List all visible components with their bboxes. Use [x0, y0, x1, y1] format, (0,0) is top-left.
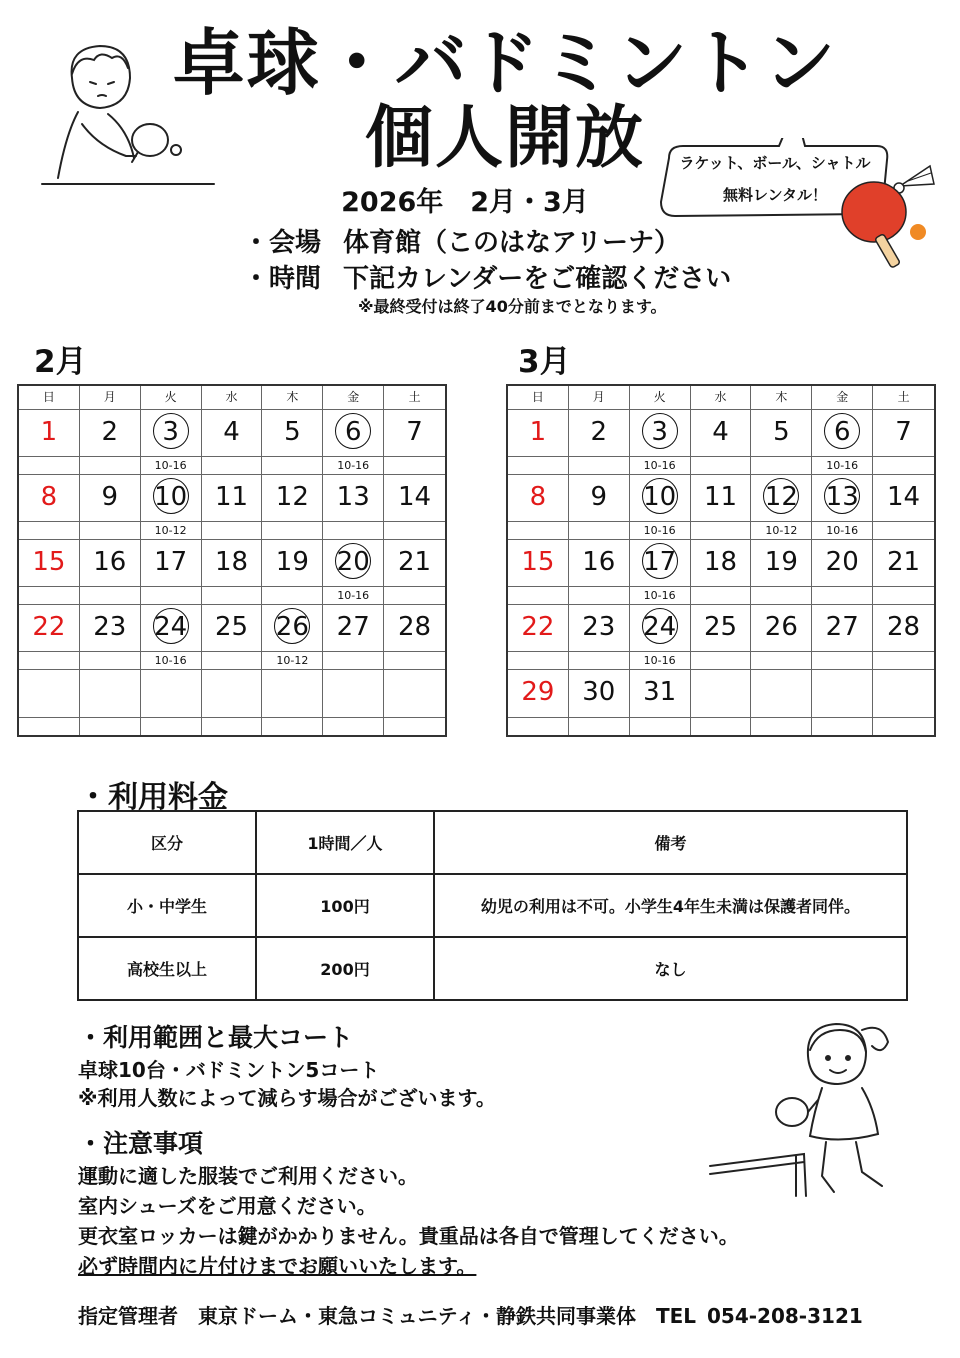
- day-number: 27: [336, 612, 370, 642]
- day-number: 13: [825, 482, 859, 512]
- calendar-day-cell: [630, 670, 691, 735]
- open-hours: [262, 456, 322, 474]
- calendar-day-cell: [630, 540, 691, 605]
- day-number: 4: [223, 417, 240, 447]
- fee-cell: 高校生以上: [78, 937, 256, 1000]
- open-day-circle: [335, 543, 371, 579]
- open-day-circle: [642, 478, 678, 514]
- day-number: 22: [32, 612, 66, 642]
- weekday-header: 金: [812, 386, 873, 410]
- time-line: [243, 258, 731, 295]
- weekday-header: 日: [508, 386, 569, 410]
- open-hours: [873, 717, 934, 735]
- fee-cell: 100円: [256, 874, 434, 937]
- calendar-day-cell: [80, 475, 141, 540]
- table-row: [78, 874, 907, 937]
- open-hours: 10-16: [141, 456, 201, 474]
- time-value: 下記カレンダーをご確認ください: [343, 264, 732, 294]
- open-hours: 10-12: [262, 651, 322, 669]
- open-hours: [384, 651, 445, 669]
- open-hours: [751, 586, 811, 604]
- paddle-icon: [838, 160, 938, 272]
- day-number: [691, 673, 751, 711]
- fee-header-category: 区分: [78, 811, 256, 874]
- weekday-header: 木: [751, 386, 812, 410]
- fee-cell: 幼児の利用は不可。小学生4年生未満は保護者同伴。: [434, 874, 907, 937]
- day-number: 26: [275, 612, 309, 642]
- open-hours: [384, 456, 445, 474]
- calendar-day-cell: [873, 410, 934, 475]
- day-number: 21: [398, 547, 432, 577]
- calendar-day-cell: [691, 475, 752, 540]
- calendar-day-cell: [141, 670, 202, 735]
- calendar-day-cell: [569, 605, 630, 670]
- weekday-header: 日: [19, 386, 80, 410]
- calendar-day-cell: [323, 605, 384, 670]
- day-number: 2: [590, 417, 608, 447]
- day-number: 19: [275, 547, 309, 577]
- open-hours: 10-16: [812, 456, 872, 474]
- open-hours: [630, 717, 690, 735]
- day-number: 22: [521, 612, 555, 642]
- calendar-day-cell: [141, 605, 202, 670]
- open-hours: [812, 651, 872, 669]
- day-number: 18: [703, 547, 738, 577]
- boy-player-illustration: [38, 38, 218, 188]
- bubble-line1: ラケット、ボール、シャトル: [679, 154, 871, 172]
- open-hours: [262, 521, 322, 539]
- calendar-day-cell: [508, 410, 569, 475]
- range-line2: ※利用人数によって減らす場合がございます。: [78, 1086, 496, 1110]
- calendar-day-cell: [262, 540, 323, 605]
- open-hours: [384, 521, 445, 539]
- calendar-day-cell: [19, 410, 80, 475]
- open-hours: [202, 717, 262, 735]
- calendar-mar-title: 3月: [518, 344, 571, 380]
- day-number: 30: [582, 677, 616, 707]
- calendar-day-cell: [812, 540, 873, 605]
- calendar-day-cell: [80, 605, 141, 670]
- open-hours: [202, 651, 262, 669]
- day-number: 15: [32, 547, 66, 577]
- calendar-day-cell: [323, 540, 384, 605]
- fee-header-row: [78, 811, 907, 874]
- calendar-day-cell: [141, 540, 202, 605]
- venue-label: ・会場: [243, 228, 322, 258]
- day-number: 5: [284, 417, 301, 447]
- footer-operator: 指定管理者 東京ドーム・東急コミュニティ・静鉄共同事業体 TEL 054-208-3121: [78, 1304, 863, 1328]
- calendar-day-cell: [751, 670, 812, 735]
- day-number: [812, 673, 872, 711]
- open-hours: 10-16: [812, 521, 872, 539]
- calendar-day-cell: [19, 540, 80, 605]
- day-number: 31: [643, 677, 677, 707]
- notes-line: 更衣室ロッカーは鍵がかかりません。貴重品は各自で管理してください。: [78, 1224, 739, 1248]
- calendar-day-cell: [812, 475, 873, 540]
- calendar-day-cell: [873, 540, 934, 605]
- open-hours: [569, 521, 629, 539]
- open-day-circle: [642, 413, 678, 449]
- calendar-day-cell: [508, 605, 569, 670]
- day-number: 21: [887, 547, 921, 577]
- open-hours: [569, 651, 629, 669]
- open-hours: [873, 456, 934, 474]
- day-number: 23: [93, 612, 127, 642]
- calendar-day-cell: [630, 605, 691, 670]
- day-number: 15: [521, 547, 555, 577]
- calendar-day-cell: [202, 605, 263, 670]
- calendar-day-cell: [508, 670, 569, 735]
- weekday-header: 土: [384, 386, 445, 410]
- calendar-day-cell: [384, 670, 445, 735]
- day-number: 28: [887, 612, 921, 642]
- open-hours: [80, 456, 140, 474]
- calendar-february: [17, 384, 447, 737]
- open-day-circle: [824, 413, 860, 449]
- open-hours: [691, 651, 751, 669]
- day-number: [873, 673, 934, 711]
- fee-cell: なし: [434, 937, 907, 1000]
- calendar-day-cell: [262, 670, 323, 735]
- weekday-header: 木: [262, 386, 323, 410]
- calendar-day-cell: [569, 410, 630, 475]
- open-hours: [569, 717, 629, 735]
- open-hours: [508, 456, 568, 474]
- calendar-day-cell: [323, 670, 384, 735]
- day-number: 12: [275, 482, 309, 512]
- day-number: [323, 673, 383, 711]
- day-number: [751, 673, 811, 711]
- table-row: [78, 937, 907, 1000]
- calendar-day-cell: [19, 475, 80, 540]
- calendar-day-cell: [80, 410, 141, 475]
- open-day-circle: [642, 608, 678, 644]
- open-hours: [141, 586, 201, 604]
- open-hours: [19, 521, 79, 539]
- shuttlecock-icon: [894, 166, 934, 193]
- open-hours: [508, 717, 568, 735]
- open-hours: [751, 456, 811, 474]
- calendar-march: [506, 384, 936, 737]
- calendar-day-cell: [569, 540, 630, 605]
- open-hours: [751, 651, 811, 669]
- day-number: 16: [582, 547, 616, 577]
- calendar-day-cell: [691, 540, 752, 605]
- open-hours: [812, 586, 872, 604]
- open-day-circle: [153, 413, 189, 449]
- open-hours: [691, 521, 751, 539]
- open-hours: 10-12: [751, 521, 811, 539]
- open-hours: [262, 586, 322, 604]
- open-hours: [508, 651, 568, 669]
- calendar-day-cell: [202, 670, 263, 735]
- calendar-day-cell: [873, 475, 934, 540]
- calendar-day-cell: [323, 410, 384, 475]
- open-hours: [323, 651, 383, 669]
- calendar-day-cell: [751, 605, 812, 670]
- open-hours: 10-16: [630, 521, 690, 539]
- months-heading: 2026年 2月・3月: [341, 187, 589, 218]
- open-hours: [141, 717, 201, 735]
- day-number: 19: [764, 547, 798, 577]
- day-number: 25: [703, 612, 738, 642]
- day-number: 26: [764, 612, 798, 642]
- day-number: 3: [162, 417, 179, 447]
- open-day-circle: [824, 478, 860, 514]
- day-number: [19, 673, 79, 711]
- day-number: 11: [703, 482, 738, 512]
- day-number: 11: [214, 482, 249, 512]
- calendar-day-cell: [569, 670, 630, 735]
- day-number: 7: [895, 417, 912, 447]
- day-number: 1: [40, 417, 58, 447]
- day-number: 9: [101, 482, 119, 512]
- day-number: 13: [336, 482, 370, 512]
- calendar-feb-title: 2月: [34, 344, 87, 380]
- day-number: 8: [529, 482, 547, 512]
- fee-header-remarks: 備考: [434, 811, 907, 874]
- calendar-day-cell: [384, 540, 445, 605]
- open-day-circle: [153, 478, 189, 514]
- day-number: 6: [833, 417, 851, 447]
- calendar-day-cell: [751, 540, 812, 605]
- day-number: 25: [214, 612, 249, 642]
- girl-player-illustration: [706, 1016, 902, 1206]
- calendar-day-cell: [691, 410, 752, 475]
- open-hours: [691, 456, 751, 474]
- calendar-day-cell: [202, 540, 263, 605]
- day-number: 4: [712, 417, 729, 447]
- day-number: 6: [344, 417, 362, 447]
- calendar-day-cell: [508, 475, 569, 540]
- calendar-day-cell: [630, 475, 691, 540]
- calendar-day-cell: [262, 475, 323, 540]
- calendar-day-cell: [873, 605, 934, 670]
- open-hours: 10-16: [630, 651, 690, 669]
- calendar-day-cell: [812, 670, 873, 735]
- calendar-day-cell: [262, 605, 323, 670]
- weekday-header: 土: [873, 386, 934, 410]
- day-number: 29: [521, 677, 555, 707]
- time-label: ・時間: [243, 264, 322, 294]
- day-number: 5: [773, 417, 790, 447]
- open-hours: [80, 586, 140, 604]
- day-number: 18: [214, 547, 249, 577]
- calendar-day-cell: [691, 605, 752, 670]
- calendar-day-cell: [19, 605, 80, 670]
- open-hours: [569, 456, 629, 474]
- calendar-day-cell: [751, 410, 812, 475]
- day-number: 24: [643, 612, 677, 642]
- weekday-header: 火: [141, 386, 202, 410]
- calendar-day-cell: [141, 410, 202, 475]
- calendar-day-cell: [141, 475, 202, 540]
- open-hours: [569, 586, 629, 604]
- calendar-day-cell: [691, 670, 752, 735]
- open-hours: [691, 586, 751, 604]
- open-hours: 10-16: [630, 456, 690, 474]
- weekday-header: 月: [80, 386, 141, 410]
- open-hours: [19, 456, 79, 474]
- day-number: 1: [529, 417, 547, 447]
- open-hours: [323, 521, 383, 539]
- open-day-circle: [335, 413, 371, 449]
- weekday-header: 水: [691, 386, 752, 410]
- day-number: 2: [101, 417, 119, 447]
- range-line1: 卓球10台・バドミントン5コート: [78, 1058, 380, 1082]
- fee-cell: 小・中学生: [78, 874, 256, 937]
- day-number: 14: [887, 482, 921, 512]
- calendar-day-cell: [384, 475, 445, 540]
- open-hours: [262, 717, 322, 735]
- open-hours: 10-16: [323, 586, 383, 604]
- calendar-day-cell: [202, 410, 263, 475]
- open-hours: 10-16: [141, 651, 201, 669]
- open-hours: [19, 586, 79, 604]
- venue-value: 体育館（このはなアリーナ）: [343, 228, 680, 258]
- day-number: 10: [154, 482, 188, 512]
- calendar-day-cell: [80, 670, 141, 735]
- day-number: 24: [154, 612, 188, 642]
- calendar-day-cell: [812, 605, 873, 670]
- calendar-day-cell: [569, 475, 630, 540]
- fee-table: [77, 810, 908, 1001]
- bubble-line2: 無料レンタル！: [722, 186, 828, 204]
- day-number: [80, 673, 140, 711]
- day-number: 27: [825, 612, 859, 642]
- open-hours: [508, 586, 568, 604]
- calendar-day-cell: [80, 540, 141, 605]
- title-line2: 個人開放: [364, 99, 645, 178]
- fee-header-price: 1時間／人: [256, 811, 434, 874]
- range-section-title: ・利用範囲と最大コート: [78, 1023, 354, 1052]
- open-hours: [384, 717, 445, 735]
- open-hours: [80, 651, 140, 669]
- open-hours: [202, 456, 262, 474]
- open-hours: [384, 586, 445, 604]
- day-number: 28: [398, 612, 432, 642]
- open-hours: [812, 717, 872, 735]
- notes-line: 必ず時間内に片付けまでお願いいたします。: [78, 1254, 477, 1278]
- open-hours: [19, 717, 79, 735]
- fee-section-title: ・利用料金: [78, 780, 228, 815]
- calendar-day-cell: [812, 410, 873, 475]
- open-hours: [80, 717, 140, 735]
- weekday-header: 月: [569, 386, 630, 410]
- open-hours: [202, 586, 262, 604]
- venue-line: [243, 222, 680, 259]
- open-hours: [873, 521, 934, 539]
- open-hours: [873, 586, 934, 604]
- notes-line: 運動に適した服装でご利用ください。: [78, 1164, 418, 1188]
- calendar-day-cell: [262, 410, 323, 475]
- day-number: 7: [406, 417, 423, 447]
- notes-section-title: ・注意事項: [78, 1129, 204, 1158]
- weekday-header: 金: [323, 386, 384, 410]
- day-number: 20: [825, 547, 859, 577]
- calendar-day-cell: [323, 475, 384, 540]
- open-hours: [691, 717, 751, 735]
- day-number: 16: [93, 547, 127, 577]
- day-number: 23: [582, 612, 616, 642]
- open-hours: [19, 651, 79, 669]
- open-hours: 10-16: [630, 586, 690, 604]
- calendar-day-cell: [384, 605, 445, 670]
- day-number: 10: [643, 482, 677, 512]
- open-hours: [751, 717, 811, 735]
- calendar-day-cell: [19, 670, 80, 735]
- day-number: 8: [40, 482, 58, 512]
- open-hours: [873, 651, 934, 669]
- day-number: 20: [336, 547, 370, 577]
- open-day-circle: [642, 543, 678, 579]
- fee-cell: 200円: [256, 937, 434, 1000]
- day-number: [202, 673, 262, 711]
- notes-line: 室内シューズをご用意ください。: [78, 1194, 377, 1218]
- calendar-day-cell: [384, 410, 445, 475]
- day-number: [262, 673, 322, 711]
- calendar-day-cell: [873, 670, 934, 735]
- calendar-day-cell: [202, 475, 263, 540]
- day-number: 12: [764, 482, 798, 512]
- open-hours: 10-12: [141, 521, 201, 539]
- day-number: 17: [643, 547, 677, 577]
- day-number: [384, 673, 445, 711]
- day-number: 17: [154, 547, 188, 577]
- calendar-day-cell: [630, 410, 691, 475]
- open-hours: 10-16: [323, 456, 383, 474]
- day-number: 3: [651, 417, 668, 447]
- deadline-note: ※最終受付は終了40分前までとなります。: [358, 297, 667, 316]
- day-number: [141, 673, 201, 711]
- open-day-circle: [153, 608, 189, 644]
- calendar-day-cell: [508, 540, 569, 605]
- day-number: 9: [590, 482, 608, 512]
- weekday-header: 水: [202, 386, 263, 410]
- calendar-day-cell: [751, 475, 812, 540]
- open-hours: [323, 717, 383, 735]
- open-hours: [202, 521, 262, 539]
- weekday-header: 火: [630, 386, 691, 410]
- day-number: 14: [398, 482, 432, 512]
- open-hours: [80, 521, 140, 539]
- title-line1: 卓球・バドミントン: [172, 21, 838, 105]
- open-hours: [508, 521, 568, 539]
